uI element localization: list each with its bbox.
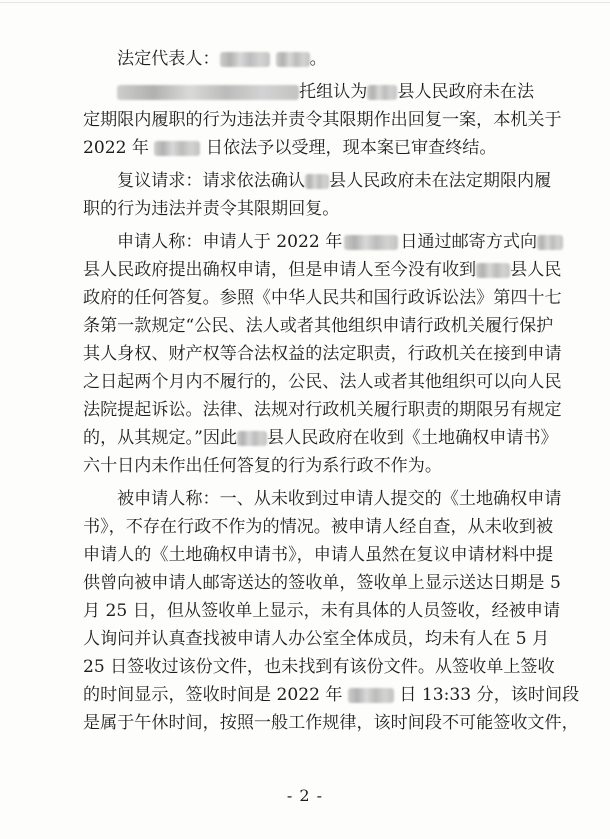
applicant-line-9: 六十日内未作出任何答复的行为系行政不作为。 [83,456,442,476]
request-line-2: 职的行为违法并责令其限期回复。 [83,199,340,219]
applicant-line-2: 县人民政府提出确权申请，但是申请人至今没有收到 县人民 [83,260,562,280]
redacted-county [537,235,563,250]
respondent-line-8: 的时间显示，签收时间是 2022 年 日 13:33 分，该时间段 [83,685,580,705]
representative-label: 法定代表人： [117,49,220,69]
redacted-name [276,52,310,67]
respondent-line-9: 是属于午休时间，按照一般工作规律，该时间段不可能签收文件， [83,713,579,733]
redacted-applicant [117,85,299,100]
applicant-line-7: 法院提起诉讼。法律、法规对行政机关履行职责的期限另有规定 [83,400,562,420]
case-line-2: 定期限内履职的行为违法并责令其限期作出回复一案，本机关于 [83,110,562,130]
case-line-1: 托组认为 县人民政府未在法 [83,79,555,105]
document-body [83,46,580,736]
page-number: - 2 - [286,786,324,805]
applicant-line-8: 的，从其规定。”因此 县人民政府在收到《土地确权申请书》 [83,428,558,448]
case-line-3: 2022 年 日依法予以受理，现本案已审查终结。 [83,138,497,158]
respondent-line-5: 月 25 日，但从签收单上显示，未有具体的人员签收，经被申请 [83,601,561,621]
respondent-line-6: 人询问并认真查找被申请人办公室全体成员，均未有人在 5 月 [83,629,550,649]
respondent-line-7: 25 日签收过该份文件，也未找到有该份文件。从签收单上签收 [83,657,555,677]
applicant-line-1: 申请人称：申请人于 2022 年 日通过邮寄方式向 [83,229,555,255]
respondent-line-2: 书》，不存在行政不作为的情况。被申请人经自查，从未收到被 [83,517,554,537]
request-line-1: 复议请求：请求依法确认 县人民政府未在法定期限内履 [117,171,552,191]
redacted-date [348,688,394,703]
redacted-county [305,174,329,189]
page-top-edge [0,2,610,3]
applicant-line-5: 其人身权、财产权等合法权益的法定职责，行政机关在接到申请 [83,344,562,364]
redacted-county [476,263,510,278]
respondent-line-1: 被申请人称：一、从未收到过申请人提交的《土地确权申请 [117,489,562,509]
representative-line: 法定代表人： 。 [117,49,327,69]
redacted-date [344,235,398,250]
redacted-county [237,431,267,446]
applicant-line-6: 之日起两个月内不履行的，公民、法人或者其他组织可以向人民 [83,372,562,392]
redacted-name [220,52,270,67]
redacted-county [367,85,397,100]
respondent-line-3: 申请人的《土地确权申请书》，申请人虽然在复议申请材料中提 [83,545,554,565]
applicant-line-4: 条第一款规定“公民、法人或者其他组织申请行政机关履行保护 [83,316,554,336]
redacted-date [154,141,200,156]
applicant-line-3: 政府的任何答复。参照《中华人民共和国行政诉讼法》第四十七 [83,288,562,308]
respondent-line-4: 供曾向被申请人邮寄送达的签收单，签收单上显示送达日期是 5 [83,573,561,593]
